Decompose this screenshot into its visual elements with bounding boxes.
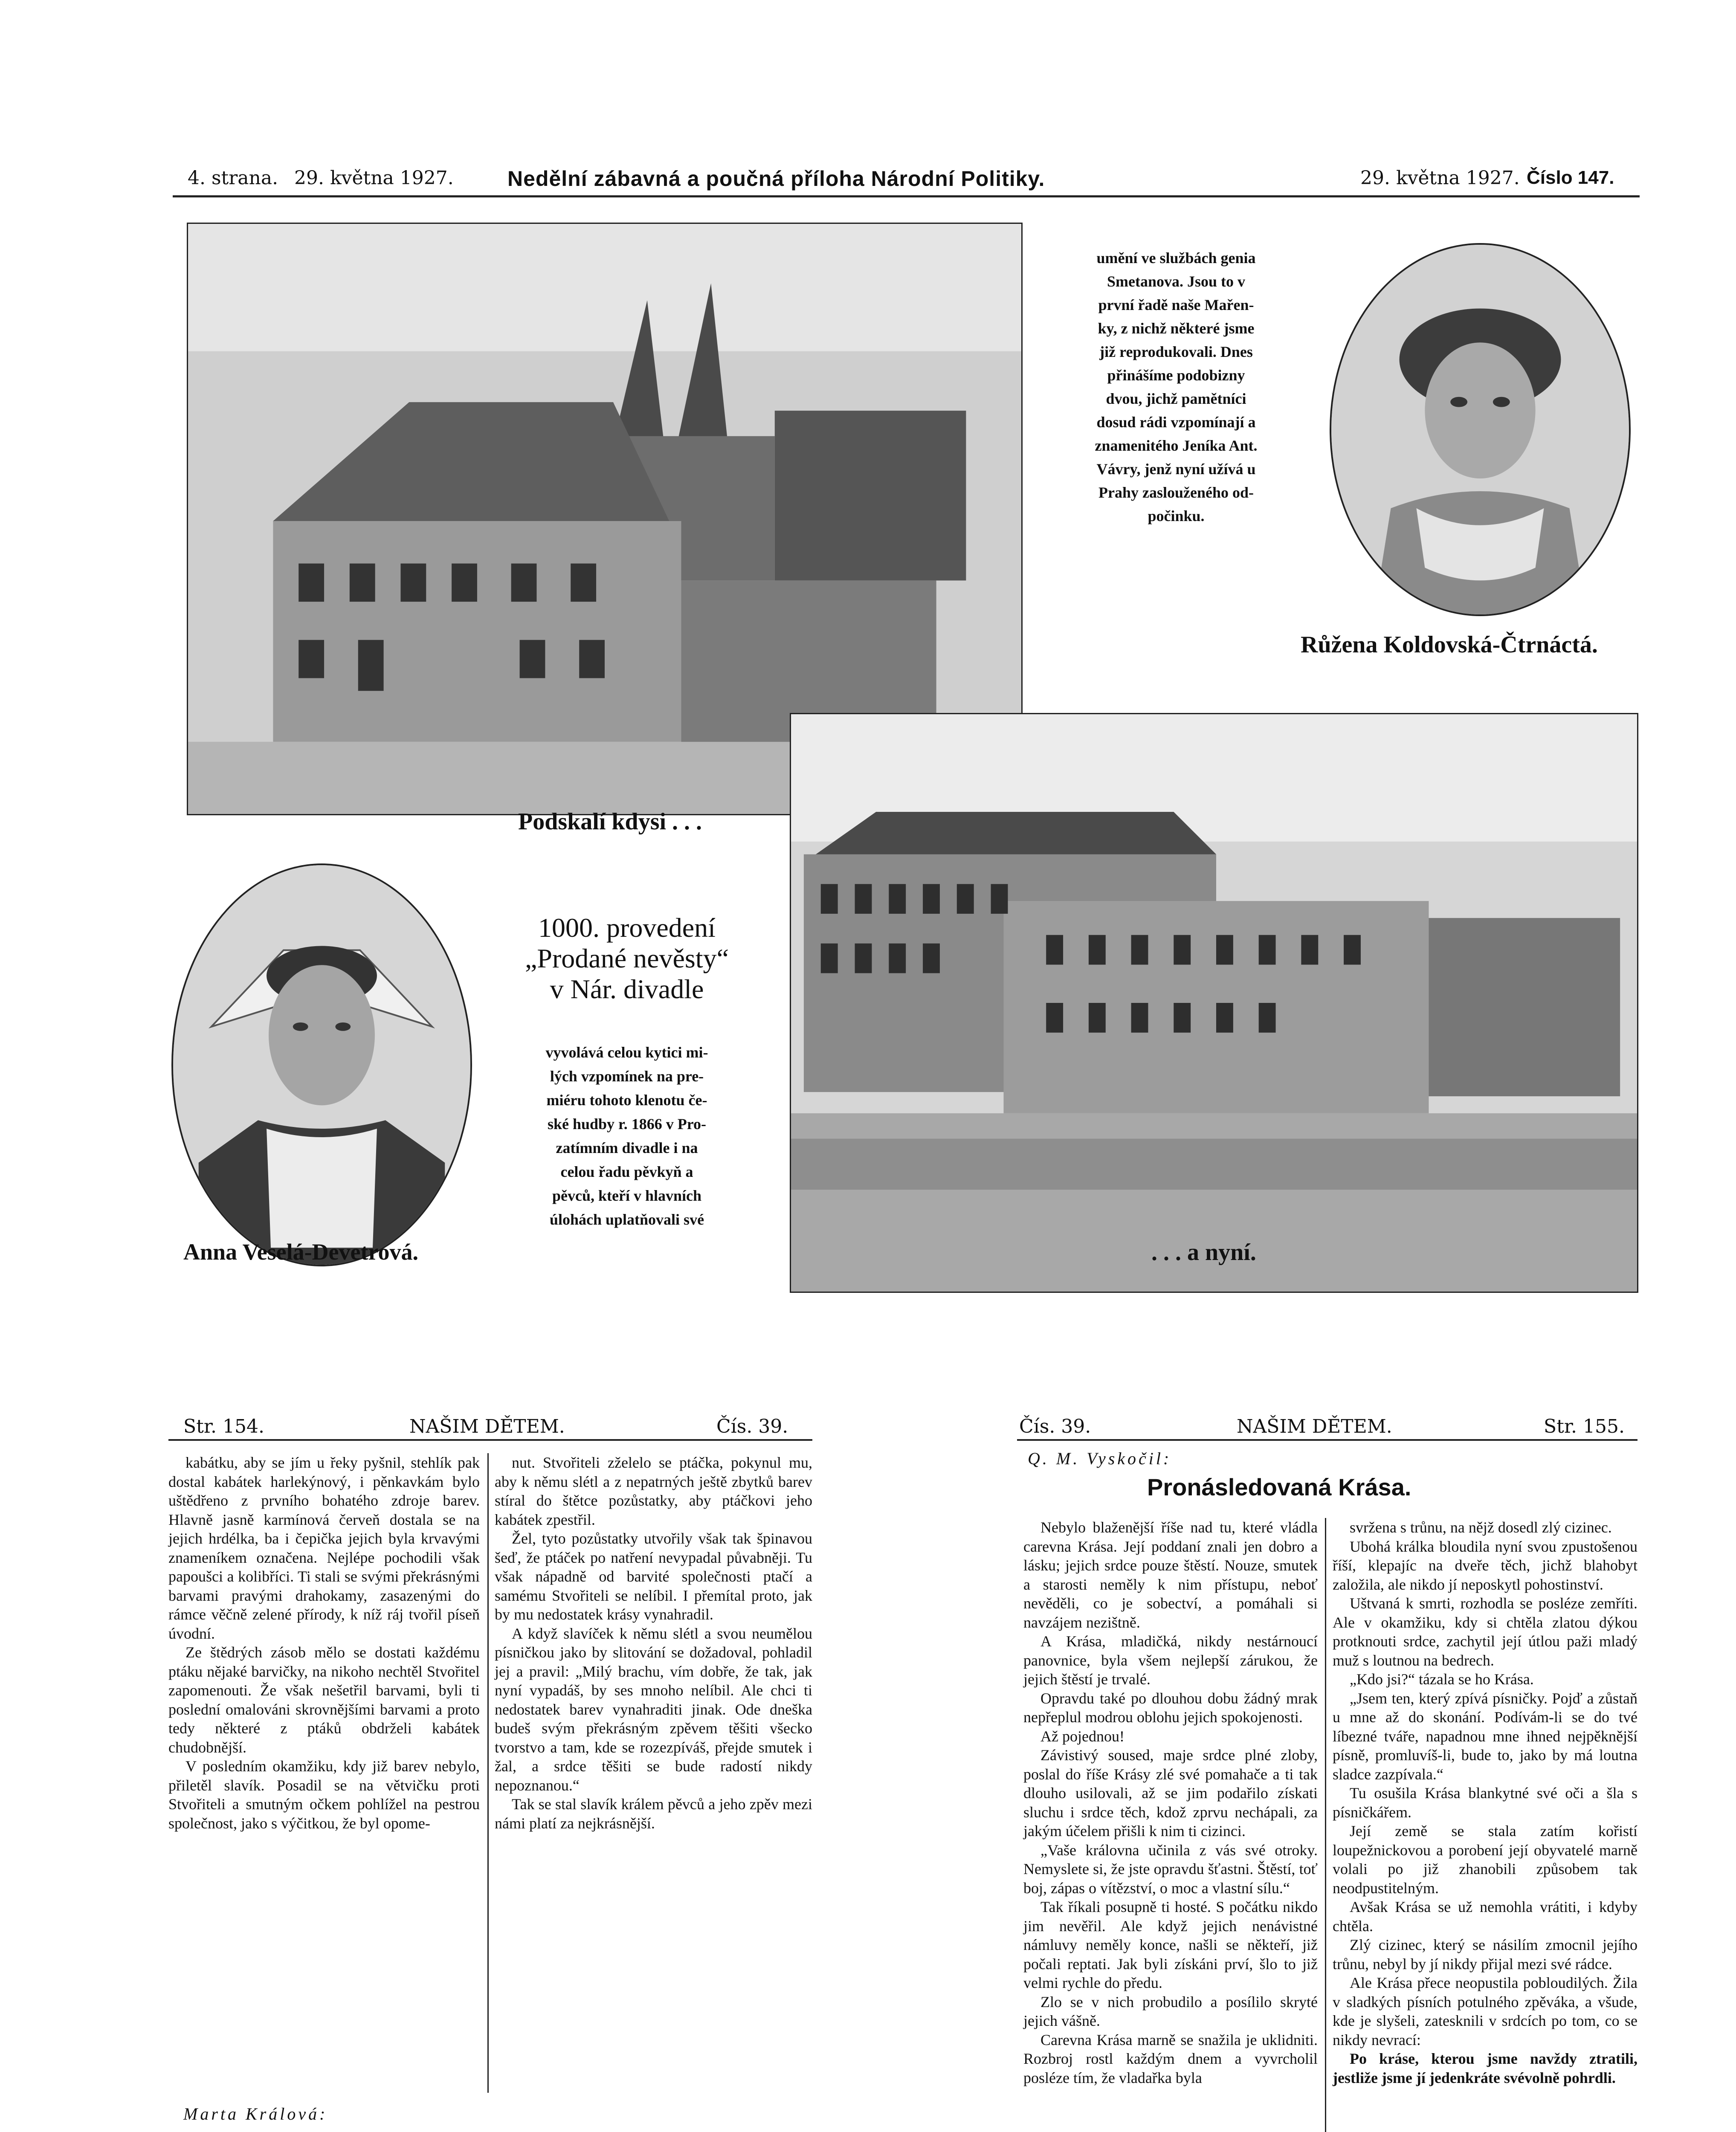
paragraph: Závistivý soused, maje srdce plné zloby, poslal do říše Krásy zlé své pomahače a ti tak dlouho usilovali, až se jim podařilo získati sluchu i srdce těch, kdož zprvu nechápali, za jakým účelem přišli k nim ti cizinci. [1023, 1747, 1318, 1839]
intro-line: přinášíme podobizny [1107, 367, 1245, 384]
caption-ruzena: Růžena Koldovská-Čtrnáctá. [1301, 631, 1598, 658]
portrait-ruzena [1330, 243, 1631, 616]
poem-author: Marta Králová: [183, 2104, 328, 2123]
right-page-number: Str. 155. [1544, 1416, 1625, 1437]
paragraph: Ale Krása přece neopustila pobloudilých. Žila v sladkých písních potulného zpěváka, a všude, kde je slyšeli, zatesknili v srdcích po tom, co se nikdy nevrací: [1333, 1974, 1637, 2048]
intro-line: Prahy zaslouženého od- [1098, 484, 1254, 501]
intro-line: znamenitého Jeníka Ant. [1095, 437, 1258, 454]
caption-anna: Anna Veselá-Devetrová. [183, 1239, 418, 1265]
headline-block [490, 912, 763, 1005]
paragraph: Zlo se v nich probudilo a posílilo skryté jejich vášně. [1023, 1993, 1318, 2029]
paragraph: Žel, tyto pozůstatky utvořily však tak špinavou šeď, že ptáček po natření nevypadal půvabněji. Tu však nápadně od barvité společnosti ptačí a samému Stvořiteli se nelíbil. I přemítal proto, jak by mu nedostatek krásy vynahradil. [495, 1530, 812, 1623]
right-header-rule [1017, 1439, 1637, 1441]
intro-line: dosud rádi vzpomínají a [1096, 414, 1256, 431]
headline-body-line: pěvců, kteří v hlavních [552, 1187, 701, 1204]
story-title: Pronásledovaná Krása. [1147, 1474, 1411, 1501]
left-col1 [168, 1453, 480, 1833]
headline-body-line: celou řadu pěvkyň a [560, 1163, 693, 1180]
intro-line: počinku. [1148, 507, 1205, 524]
left-header-rule [168, 1439, 812, 1441]
headline-line: „Prodané nevěsty“ [525, 943, 729, 973]
headline-body-line: vyvolává celou kytici mi- [545, 1044, 708, 1061]
newspaper-title: Nedělní zábavná a poučná příloha Národní Politiky. [507, 167, 1045, 191]
left-page-issue: Čís. 39. [716, 1416, 788, 1437]
intro-line: ky, z nichž některé jsme [1098, 320, 1255, 337]
right-col2 [1333, 1518, 1637, 2087]
paragraph: Uštvaná k smrti, rozhodla se posléze zemříti. Ale v okamžiku, kdy si chtěla zlatou dýkou protknouti srdce, zachytil její útlou paži mladý muž s loutnou na bedrech. [1333, 1595, 1637, 1669]
paragraph: kabátku, aby se jím u řeky pyšnil, stehlík pak dostal kabátek harlekýnový, i pěnkavkám bylo uštědřeno z prvního bohatého zdroje barev. Hlavně jasně karmínová červeň dostala se na jejich hrdélka, ba i čepička jejich byla krvavými znameníkem označena. Nejlépe pochodili však papoušci a kolibříci. Ti stali se svými překrásnými barvami pravými drahokamy, zasazenými do rámce věčně zelené přírody, k níž ráj tvořil píseň úvodní. [168, 1454, 480, 1642]
paragraph: Avšak Krása se už nemohla vrátiti, i kdyby chtěla. [1333, 1898, 1637, 1935]
headline-body-line: zatímním divadle i na [556, 1139, 698, 1156]
date-left: 29. května 1927. [294, 167, 454, 189]
paragraph: Opravdu také po dlouhou dobu žádný mrak nepřeplul modrou oblohu jejich spokojenosti. [1023, 1689, 1318, 1726]
portrait-anna [171, 863, 472, 1266]
paragraph: svržena s trůnu, na nějž dosedl zlý cizinec. [1350, 1519, 1612, 1536]
paragraph: Po kráse, kterou jsme navždy ztratili, jestliže jsme jí jedenkráte svévolně pohrdli. [1333, 2050, 1637, 2086]
paragraph: „Jsem ten, který zpívá písničky. Pojď a zůstaň u mne až do skonání. Podívám-li se do tvé líbezné tváře, napadnou mne ihned nejpěknější písně, promluvíš-li, bude to, jako by má loutna sladce zazpívala.“ [1333, 1689, 1637, 1783]
header-rule [173, 195, 1640, 197]
paragraph: Až pojednou! [1040, 1727, 1124, 1745]
paragraph: „Vaše královna učinila z vás své otroky. Nemyslete si, že jste opravdu šťastni. Štěstí, toť boj, zápas o vítězství, o moc a vlastní sílu.“ [1023, 1841, 1318, 1897]
left-col2 [495, 1453, 812, 1833]
intro-line: umění ve službách genia [1096, 249, 1256, 266]
right-page-title: NAŠIM DĚTEM. [1237, 1416, 1392, 1437]
intro-line: již reprodukovali. Dnes [1099, 343, 1253, 360]
intro-column [1031, 246, 1321, 528]
paragraph: Ubohá králka bloudila nyní svou zpustošenou říší, klepajíc na dveře těch, jichž blahobyt založila, ale nikdo jí neposkytl pohostinství. [1333, 1538, 1637, 1593]
intro-line: Vávry, jenž nyní užívá u [1096, 461, 1256, 478]
left-page-title: NAŠIM DĚTEM. [409, 1416, 565, 1437]
right-col1 [1023, 1518, 1318, 2087]
headline-body-line: miéru tohoto klenotu če- [546, 1092, 707, 1109]
photo-nyni [790, 713, 1638, 1293]
headline-body-line: lých vzpomínek na pre- [550, 1068, 704, 1085]
paragraph: V posledním okamžiku, kdy již barev nebylo, přiletěl slavík. Posadil se na větvičku proti Stvořiteli a smutným očkem pohlížel na pestrou společnost, jako s výčitkou, že byl opome- [168, 1758, 480, 1832]
paragraph: nut. Stvořiteli zželelo se ptáčka, pokynul mu, aby k němu slétl a z nepatrných ještě zbytků barev stíral do štětce pozůstatky, aby ptáčkovi jeho kabátek zpestřil. [495, 1454, 812, 1528]
paragraph: „Kdo jsi?“ tázala se ho Krása. [1350, 1671, 1534, 1688]
headline-body-line: ské hudby r. 1866 v Pro- [547, 1115, 707, 1133]
intro-line: Smetanova. Jsou to v [1107, 273, 1246, 290]
page-label: 4. strana. [188, 167, 278, 189]
paragraph: A když slavíček k němu slétl a svou neumělou písničkou jako by slitování se dožadoval, pohladil jej a pravil: „Milý brachu, vím dobře, že tak, jak nyní vypadáš, by ses mnoho nelíbil. Ale chci ti nedostatek barev vynahraditi jinak. Ode dneška budeš svým překrásným zpěvem těšiti všecko tvorstvo a tam, kde se rozezpíváš, přejde smutek i žal, a srdce těšiti se bude radostí nikdy nepoznanou.“ [495, 1625, 812, 1794]
issue-number: Číslo 147. [1527, 167, 1614, 188]
paragraph: Carevna Krása marně se snažila je uklidniti. Rozbroj rostl každým dnem a vyvrcholil posléze tím, že vladařka byla [1023, 2031, 1318, 2086]
caption-podskali: Podskalí kdysi . . . [518, 808, 702, 835]
paragraph: Tak se stal slavík králem pěvců a jeho zpěv mezi námi platí za nejkrásnější. [495, 1796, 812, 1832]
paragraph: Její země se stala zatím kořistí loupežnickovou a porobení její obyvatelé marně volali po již zhanobili způsobem tak neodpustitelným. [1333, 1822, 1637, 1897]
story-author: Q. M. Vyskočil: [1028, 1449, 1172, 1468]
intro-line: první řadě naše Mařen- [1098, 296, 1254, 313]
paragraph: Nebylo blaženější říše nad tu, které vládla carevna Krása. Její poddaní znali jen dobro a lásku; jejich srdce pouze štěstí. Nouze, smutek a starosti neměly k nim přístupu, neboť nevěděli, co je sobectví, a pomáhali si navzájem nezištně. [1023, 1519, 1318, 1631]
date-right: 29. května 1927. [1360, 167, 1520, 189]
headline-body-line: úlohách uplatňovali své [549, 1211, 704, 1228]
paragraph: Tu osušila Krása blankytné své oči a šla s písničkářem. [1333, 1784, 1637, 1821]
headline-line: v Nár. divadle [550, 974, 704, 1004]
paragraph: Tak říkali posupně ti hosté. S počátku nikdo jim nevěřil. Ale když jejich nenávistné námluvy neměly konce, našli se někteří, již počali reptati. Jak byli získáni prví, šlo to již velmi rychle do předu. [1023, 1898, 1318, 1991]
headline-body [503, 1040, 751, 1231]
paragraph: Zlý cizinec, který se násilím zmocnil jejího trůnu, nebyl by jí nikdy přijal mezi své rádce. [1333, 1936, 1637, 1973]
left-page-number: Str. 154. [183, 1416, 264, 1437]
headline-line: 1000. provedení [538, 912, 716, 943]
right-page-issue: Čís. 39. [1019, 1416, 1091, 1437]
caption-nyni: . . . a nyní. [1151, 1239, 1256, 1266]
column-rule [487, 1453, 489, 2093]
paragraph: A Krása, mladičká, nikdy nestárnoucí panovnice, byla všem nejlepší zárukou, že jejich štěstí je trvalé. [1023, 1633, 1318, 1688]
intro-line: dvou, jichž pamětníci [1106, 390, 1246, 407]
paragraph: Ze štědrých zásob mělo se dostati každému ptáku nějaké barvičky, na nikoho nechtěl Stvořitel zapomenouti. Že však nešetřil barvami, byli ti poslední omalováni skrovnějšími barvami a proto tedy některé z ptáků obdrželi kabátek chudobnější. [168, 1644, 480, 1756]
column-rule [1325, 1518, 1326, 2132]
